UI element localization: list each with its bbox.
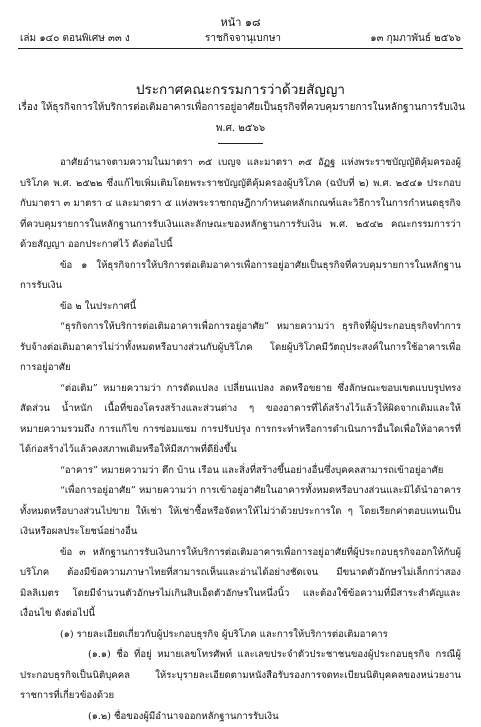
publication-date: ๑๓ กุมภาพันธ์ ๒๕๖๖: [370, 31, 461, 46]
header-rule: [18, 48, 463, 49]
document-year: พ.ศ. ๒๕๖๖: [0, 121, 481, 136]
clause-1: ข้อ ๑ ให้ธุรกิจการให้บริการต่อเติมอาคารเพื่อการอยู่อาศัยเป็นธุรกิจที่ควบคุมรายการในหลักฐานการรับเงิน: [20, 256, 461, 297]
item-1: (๑) รายละเอียดเกี่ยวกับผู้ประกอบธุรกิจ ผู้บริโภค และการให้บริการต่อเติมอาคาร: [20, 625, 461, 646]
item-1-2: (๑.๒) ชื่อของผู้มีอำนาจออกหลักฐานการรับเงิน: [20, 707, 461, 727]
title-divider: [218, 143, 263, 144]
page-number: หน้า ๑๘: [0, 13, 481, 31]
definition-building: “อาคาร” หมายความว่า ตึก บ้าน เรือน และสิ่งที่สร้างขึ้นอย่างอื่นซึ่งบุคคลสามารถเข้าอยู่อาศัย: [20, 461, 461, 482]
volume-issue: เล่ม ๑๔๐ ตอนพิเศษ ๓๓ ง: [20, 31, 130, 46]
document-subject: เรื่อง ให้ธุรกิจการให้บริการต่อเติมอาคารเพื่อการอยู่อาศัยเป็นธุรกิจที่ควบคุมรายการในหลักฐานการรับเงิน: [14, 100, 469, 115]
gazette-header: [20, 31, 461, 45]
clause-3: ข้อ ๓ หลักฐานการรับเงินการให้บริการต่อเติมอาคารเพื่อการอยู่อาศัยที่ผู้ประกอบธุรกิจออกให้กับผู้บริโภค ต้องมีข้อความภาษาไทยที่สามารถเห็นและอ่านได้อย่างชัดเจน มีขนาดตัวอักษรไม่เล็กกว่าสองมิลลิเมตร โดยมีจำนวนตัวอักษรไม่เกินสิบเอ็ดตัวอักษรในหนึ่งนิ้ว และต้องใช้ข้อความที่มีสาระสำคัญและเงื่อนไข ดังต่อไปนี้: [20, 543, 461, 625]
document-body: [20, 153, 461, 727]
gazette-name: ราชกิจจานุเบกษา: [205, 31, 281, 46]
document-title: ประกาศคณะกรรมการว่าด้วยสัญญา: [0, 78, 481, 100]
definition-extension: “ต่อเติม” หมายความว่า การดัดแปลง เปลี่ยนแปลง ลดหรือขยาย ซึ่งลักษณะขอบเขตแบบรูปทรง สัดส่วน น้ำหนัก เนื้อที่ของโครงสร้างและส่วนต่าง ๆ ของอาคารที่ได้สร้างไว้แล้วให้ผิดจากเดิมและให้หมายความรวมถึง การแก้ไข การซ่อมแซม การปรับปรุง การกระทำหรือการดำเนินการอื่นใดเพื่อให้อาคารที่ได้ก่อสร้างไว้แล้วคงสภาพเดิมหรือให้มีสภาพที่ดียิ่งขึ้น: [20, 379, 461, 461]
definition-residential: “เพื่อการอยู่อาศัย” หมายความว่า การเข้าอยู่อาศัยในอาคารทั้งหมดหรือบางส่วนและมิได้นำอาคารทั้งหมดหรือบางส่วนไปขาย ให้เช่า ให้เช่าซื้อหรือจัดหาให้ไม่ว่าด้วยประการใด ๆ โดยเรียกค่าตอบแทนเป็นเงินหรือผลประโยชน์อย่างอื่น: [20, 481, 461, 543]
definition-business: “ธุรกิจการให้บริการต่อเติมอาคารเพื่อการอยู่อาศัย” หมายความว่า ธุรกิจที่ผู้ประกอบธุรกิจทำการรับจ้างต่อเติมอาคารไม่ว่าทั้งหมดหรือบางส่วนกับผู้บริโภค โดยผู้บริโภคมีวัตถุประสงค์ในการใช้อาคารเพื่อการอยู่อาศัย: [20, 317, 461, 379]
preamble-paragraph: อาศัยอำนาจตามความในมาตรา ๓๕ เบญจ และมาตรา ๓๕ อัฏฐ แห่งพระราชบัญญัติคุ้มครองผู้บริโภค พ.ศ. ๒๕๒๒ ซึ่งแก้ไขเพิ่มเติมโดยพระราชบัญญัติคุ้มครองผู้บริโภค (ฉบับที่ ๒) พ.ศ. ๒๕๔๑ ประกอบกับมาตรา ๓ มาตรา ๔ และมาตรา ๕ แห่งพระราชกฤษฎีกากำหนดหลักเกณฑ์และวิธีการในการกำหนดธุรกิจที่ควบคุมรายการในหลักฐานการรับเงินและลักษณะของหลักฐานการรับเงิน พ.ศ. ๒๕๔๒ คณะกรรมการว่าด้วยสัญญา ออกประกาศไว้ ดังต่อไปนี้: [20, 153, 461, 256]
item-1-1: (๑.๑) ชื่อ ที่อยู่ หมายเลขโทรศัพท์ และเลขประจำตัวประชาชนของผู้ประกอบธุรกิจ กรณีผู้ประกอบธุรกิจเป็นนิติบุคคล ให้ระบุรายละเอียดตามหนังสือรับรองการจดทะเบียนนิติบุคคลของหน่วยงานราชการที่เกี่ยวข้องด้วย: [20, 645, 461, 707]
clause-2: ข้อ ๒ ในประกาศนี้: [20, 297, 461, 318]
